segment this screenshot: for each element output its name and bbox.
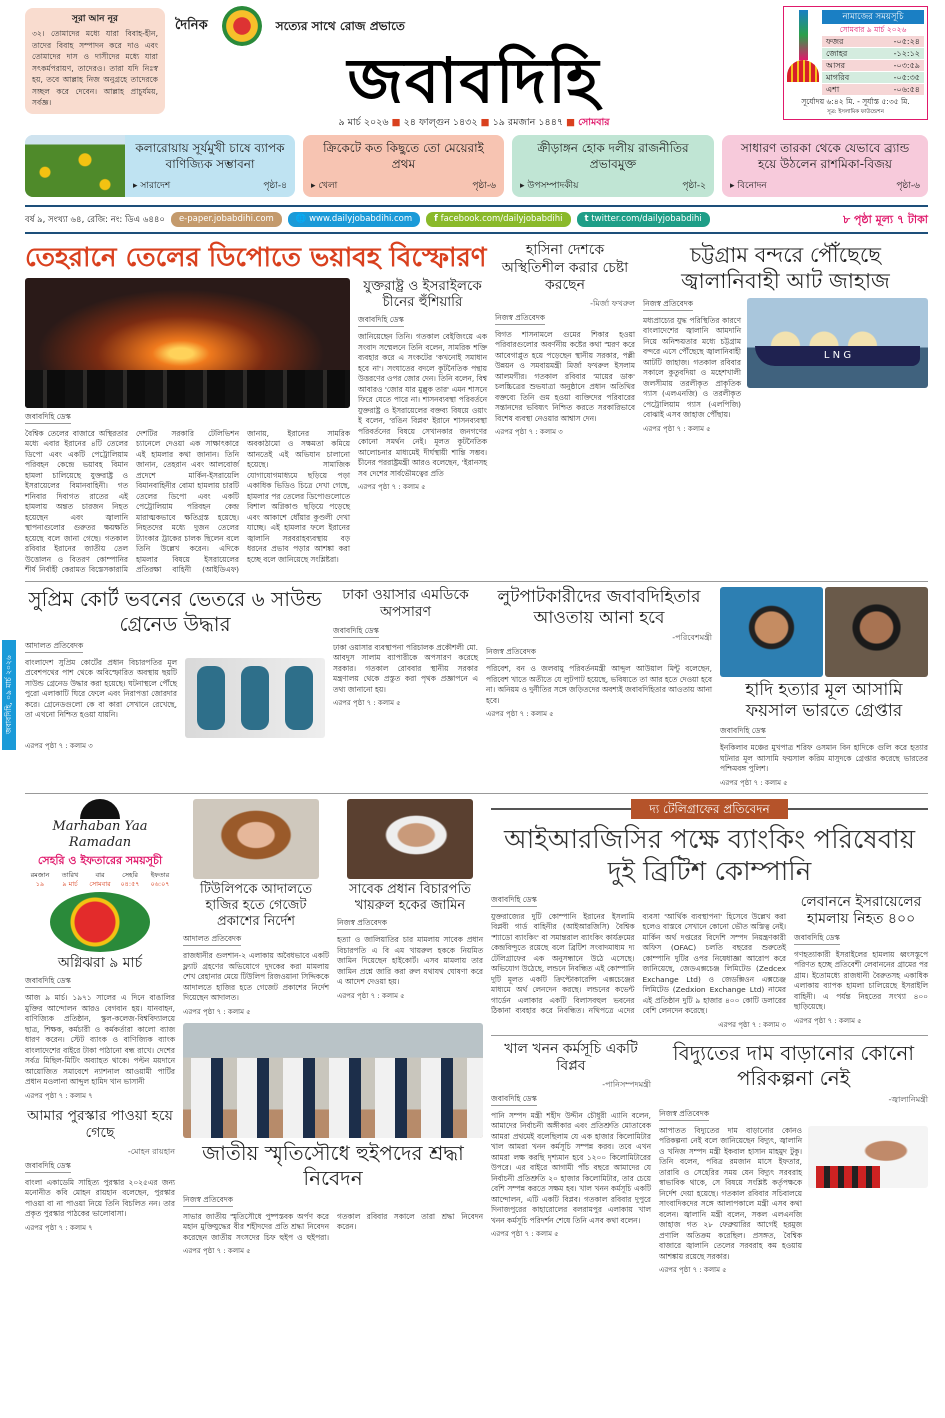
price: ৮ পৃষ্ঠা মূল্য ৭ টাকা bbox=[843, 212, 928, 226]
story-body: আপাতত বিদ্যুতের দাম বাড়ানোর কোনও পরিকল্পনা নেই বলে জানিয়েছেন বিদ্যুৎ, জ্বালানি ও খনিজ সম্পদ মন্ত্রী ইকবাল হাসান মাহমুদ টুকু। তিনি বলেন, পবিত্র রমজান মাসে ইফতার, তারাবি ও সেহেরির সময় যেন বিদ্যুৎ সরবরাহ স্বাভাবিক থাকে, সে বিষয়ে সংশ্লিষ্ট কর্তৃপক্ষকে নির্দেশ দেয়া হয়েছে। গতকাল রবিবার সচিবালয়ে সাংবাদিকদের সঙ্গে আলাপকালে মন্ত্রী এসব কথা বলেন। জ্বালানি মন্ত্রী বলেন, সকল এলএনজি জাহাজ গত ২৮ ফেব্রুয়ারির আগেই হরমুজ প্রণালি অতিক্রম করেছিল। প্রসঙ্গত, বৈশ্বিক বাজারে জ্বালানি তেলের সরবরাহ কম হওয়ায় আশঙ্কায় রয়েছে সরকার। bbox=[659, 1125, 802, 1261]
china-story bbox=[358, 278, 487, 493]
khairul-headline[interactable]: সাবেক প্রধান বিচারপতি খায়রুল হকের জামিন bbox=[349, 881, 471, 913]
power-headline[interactable]: বিদ্যুতের দাম বাড়ানোর কোনো পরিকল্পনা নেই bbox=[672, 1040, 915, 1090]
prayer-source: সূত্র: ইসলামিক ফাউন্ডেশন bbox=[827, 109, 884, 115]
story-body: জানিয়েছেন তিনি। গতকাল বেইজিংয়ে এক সংবাদ সম্মেলনে তিনি বলেন, সামরিক শক্তি ব্যবহার করে এ সংকটের 'কখনোই সমাধান হবে না'। সংঘাতের বদলে কূটনৈতিক পন্থায় উত্তরণের ওপর জোর দেন। তিনি বলেন, বিশ্ব আবারও 'জোর যার মুল্লুক তার' এমন শাসনে ফিরে যেতে পারে না। শাসনব্যবস্থা পরিবর্তনে যুক্তরাষ্ট্র ও ইসরায়েলের বক্তব্য বিষয়ে ওয়াং ই বলেন, 'রঙিন বিপ্লব' ইরানে শাসনব্যবস্থা পরিবর্তনের বিষয়ে সেখানকার জনগণের কোনো সমর্থন নেই। মূলত কূটনৈতিক আলোচনার মাধ্যমেই দীর্ঘস্থায়ী শান্তি সম্ভব। চীনের পররাষ্ট্রমন্ত্রী আরও বলেছেন, 'ইরানসহ সব দেশের সার্বভৌমত্বের প্রতি bbox=[358, 332, 487, 478]
side-date-strip: জবাবদিহি, ০৯ মার্চ ২০২৬ bbox=[2, 640, 16, 750]
byline: জবাবদিহি ডেস্ক bbox=[333, 625, 379, 638]
teaser-cricket[interactable] bbox=[303, 135, 504, 197]
teaser-rashmika[interactable] bbox=[722, 135, 928, 197]
continued-label: এরপর পৃষ্ঠা ৭ : কলাম ৫ bbox=[358, 483, 426, 492]
ramadan-logo bbox=[25, 799, 175, 851]
continued-label: এরপর পৃষ্ঠা ৭ : কলাম ৫ bbox=[720, 778, 788, 787]
continued-label: এরপর পৃষ্ঠা ৭ : কলাম ৭ bbox=[25, 1223, 93, 1232]
story-body: বিগত শাসনামলে গুমের শিকার হওয়া পরিবারগুলোর অবর্ণনীয় কষ্টের কথা স্মরণ করে আবেগাপ্লুত হয়ে পড়েছেন স্থানীয় সরকার, পল্লী উন্নয়ন ও সমবায়মন্ত্রী মির্জা ফখরুল ইসলাম আলমগীর। গতকাল রবিবার 'মায়ের ডাক' চলচ্চিত্রের শুভযাত্রা অনুষ্ঠানে প্রধান অতিথির বক্তব্যে তিনি গুম হওয়া ব্যক্তিদের পরিবারের সন্তানদের ভবিষ্যৎ নিশ্চিত করতে সরকারিভাবে বিশেষ ব্যবস্থা নেওয়ার আশ্বাস দেন। bbox=[495, 329, 635, 423]
wasa-headline[interactable]: ঢাকা ওয়াসার এমডিকে অপসারণ bbox=[342, 586, 469, 620]
sunrise-sunset: সূর্যোদয় ৬:৪২ মি. - সূর্যাস্ত ৫:৩৫ মি. bbox=[801, 97, 910, 106]
teaser-title: সাধারণ তারকা থেকে যেভাবে ব্র্যান্ড হয়ে উঠলেন রাশমিকা-বিজয় bbox=[740, 141, 910, 171]
ramadan-schedule: রমজান তারিখ বার সেহরি ইফতার ১৯ ৯ মার্চ সোমবার ০৪:৫৭ ০৬:০৭ bbox=[30, 870, 170, 888]
continued-label: এরপর পৃষ্ঠা ৭ : কলাম ৫ bbox=[491, 1230, 559, 1238]
byline: জবাবদিহি ডেস্ক bbox=[491, 894, 537, 907]
teaser-page: পৃষ্ঠা-৬ bbox=[896, 181, 920, 191]
hadi-story bbox=[720, 587, 928, 788]
lebanon-story bbox=[794, 894, 928, 1026]
tehran-story bbox=[25, 278, 350, 576]
telegraph-kicker-band bbox=[491, 799, 928, 819]
memorial-photo bbox=[183, 1023, 483, 1138]
lng-ship-photo bbox=[747, 298, 928, 388]
teaser-section: ▸ বিনোদন bbox=[730, 181, 767, 191]
award-story bbox=[25, 1108, 175, 1233]
continued-label: এরপর পৃষ্ঠা ৭ : কলাম ৫ bbox=[337, 991, 405, 1000]
loot-headline[interactable]: লুটপাটকারীদের জবাবদিহিতার আওতায় আনা হবে bbox=[497, 586, 701, 628]
hadi-headline[interactable]: হাদি হত্যার মূল আসামি ফয়সাল ভারতে গ্রেপ্তার bbox=[745, 679, 903, 721]
telegraph-headline[interactable]: আইআরজিসির পক্ষে ব্যাংকিং পরিষেবায় দুই ব্রিটিশ কোম্পানি bbox=[503, 824, 916, 887]
mosque-dome-icon bbox=[787, 60, 819, 82]
agni-headline[interactable]: অগ্নিঝরা ৯ মার্চ bbox=[57, 954, 143, 971]
teaser-section: ▸ খেলা bbox=[311, 181, 338, 191]
hasina-story bbox=[495, 242, 635, 437]
info-rule bbox=[25, 232, 928, 234]
tulip-story bbox=[183, 799, 329, 1017]
byline: জবাবদিহি ডেস্ক bbox=[25, 1160, 71, 1173]
masthead-prefix: দৈনিক bbox=[175, 18, 208, 33]
date-english: ৯ মার্চ ২০২৬ bbox=[338, 117, 389, 128]
faysal-photo bbox=[825, 587, 928, 677]
teaser-title: কলারোয়ায় সূর্যমুখী চাষে ব্যাপক বাণিজ্যিক সম্ভাবনা bbox=[135, 141, 285, 171]
issue-info: বর্ষ ৯, সংখ্যা ৬৪, রেজি: নং: ডিএ ৬৪৪০ bbox=[25, 214, 165, 225]
continued-label: এরপর পৃষ্ঠা ৭ : কলাম ৫ bbox=[333, 699, 401, 707]
masthead-logo[interactable]: জবাবদিহি bbox=[347, 44, 601, 117]
quran-verse-box bbox=[25, 8, 165, 114]
teaser-title: ক্রিকেটে কত কিছুতে তো মেয়েরাই প্রথম bbox=[323, 141, 484, 171]
website-link[interactable]: 🌐 www.dailyjobabdihi.com bbox=[288, 212, 420, 227]
story-body: আজ ৯ মার্চ। ১৯৭১ সালের এ দিনে বাঙালির মুক্তির আন্দোলন আরও বেগবান হয়। যানবাহন, বাণিজ্যিক প্রতিষ্ঠান, স্কুল-কলেজ-বিশ্ববিদ্যালয়ে ছাত্র, শিক্ষক, কর্মচারী ও কর্মকর্তারা কালো ব্যাজ ধারণ করেন। স্টেট ব্যাংক ও বাণিজ্যিক ব্যাংক বাংলাদেশের বাইরে টাকা পাঠানো বন্ধ রাখে। দেশের সর্বত্র মিছিল-মিটিং অব্যাহত থাকে। পল্টন ময়দানে আয়োজিত সমাবেশে ন্যাশনাল আওয়ামী পার্টির প্রধান মওলানা আব্দুল হামিদ খান ভাসানী bbox=[25, 993, 175, 1086]
story-body: ইনকিলাব মঞ্চের মুখপাত্র শরিফ ওসমান বিন হাদিকে গুলি করে হত্যার ঘটনার মূল আসামি ফয়সাল করিম মাসুদকে গ্রেপ্তার করেছে ভারতের পশ্চিমবঙ্গ পুলিশ। bbox=[720, 743, 928, 773]
ctg-headline[interactable]: চট্টগ্রাম বন্দরে পৌঁছেছে জ্বালানিবাহী আট জাহাজ bbox=[681, 243, 890, 294]
divider bbox=[491, 1035, 928, 1036]
byline: জবাবদিহি ডেস্ক bbox=[25, 975, 71, 988]
canal-story bbox=[491, 1041, 651, 1240]
epaper-link[interactable]: e-paper.jobabdihi.com bbox=[171, 212, 282, 227]
memorial-headline[interactable]: জাতীয় স্মৃতিসৌধে হুইপদের শ্রদ্ধা নিবেদন bbox=[202, 1140, 464, 1190]
memorial-story bbox=[183, 1023, 483, 1257]
date-hijri: ১৯ রমজান ১৪৪৭ bbox=[492, 117, 564, 128]
byline: নিজস্ব প্রতিবেদক bbox=[337, 917, 387, 930]
story-body: পরিবেশ, বন ও জলবায়ু পরিবর্তনমন্ত্রী আব্দুল আউয়াল মিন্টু বলেছেন, পরিবেশ খাতে অতীতে যে লুটপাট হয়েছে, ভবিষ্যতে তা আর হতে দেওয়া হবে না। অনিয়ম ও দুর্নীতির সঙ্গে জড়িতদের অবশ্যই জবাবদিহিতার আওতায় আনা হবে। bbox=[486, 664, 712, 705]
lebanon-headline[interactable]: লেবাননে ইসরায়েলের হামলায় নিহত ৪০০ bbox=[800, 893, 922, 927]
quran-title: সূরা আন নূর bbox=[72, 14, 118, 24]
teaser-section: ▸ উপসম্পাদকীয় bbox=[520, 181, 579, 191]
continued-label: এরপর পৃষ্ঠা ৭ : কলাম ৩ bbox=[25, 741, 93, 750]
prayer-row-maghrib: মাগরিব -০৫:৩৫ bbox=[822, 72, 924, 83]
power-story bbox=[659, 1041, 928, 1276]
story-body: ঢাকা ওয়াসার ব্যবস্থাপনা পরিচালক প্রকৌশলী মো. আবদুস সালাম ব্যাপারীকে অপসারণ করেছে সরকার। গতকাল রোববার স্থানীয় সরকার মন্ত্রণালয় থেকে প্রস্তুত করা পৃথক প্রজ্ঞাপনে এ তথ্য জানানো হয়। bbox=[333, 642, 478, 694]
divider bbox=[25, 581, 928, 582]
story-body: মধ্যপ্রাচ্যের যুদ্ধ পরিস্থিতির কারণে বাংলাদেশের জ্বালানি আমদানি নিয়ে অনিশ্চয়তার মধ্যে চট্টগ্রাম বন্দরে এসে পৌঁছেছে জ্বালানিবাহী আটটি জাহাজ। গতকাল রবিবার সকালে কুতুবদিয়া ও মহেশখালী জলসীমায় তরলীকৃত প্রাকৃতিক গ্যাস (এলএনজি) ও তরলীকৃত পেট্রোলিয়াম গ্যাস (এলপিজি) বোঝাই এসব জাহাজ পৌঁছায়। bbox=[643, 315, 741, 419]
canal-headline[interactable]: খাল খনন কর্মসূচি একটি বিপ্লব bbox=[504, 1040, 638, 1074]
award-headline[interactable]: আমার পুরস্কার পাওয়া হয়ে গেছে bbox=[27, 1107, 173, 1141]
facebook-icon: f bbox=[434, 214, 438, 224]
prayer-row-isha: এশা -০৬:৫৪ bbox=[822, 84, 924, 95]
story-body: রাজধানীর গুলশান-২ এলাকায় অবৈধভাবে একটি ফ্ল্যাট গ্রহণের অভিযোগে দুদকের করা মামলায় শেখ রেহানার মেয়ে টিউলিপ রিজওয়ানা সিদ্দিককে আদালতে হাজির হতে গেজেট প্রকাশের নির্দেশ দিয়েছেন আদালত। bbox=[183, 951, 329, 1003]
byline: জবাবদিহি ডেস্ক bbox=[794, 932, 840, 945]
prayer-row-fajr: ফজর -০৫:২৪ bbox=[822, 36, 924, 47]
ctg-story bbox=[643, 298, 741, 434]
teaser-page: পৃষ্ঠা-৪ bbox=[263, 181, 287, 191]
grenade-photo bbox=[185, 658, 325, 738]
prayer-row-asr: আসর -০৩:৫৯ bbox=[822, 60, 924, 71]
continued-label: এরপর পৃষ্ঠা ৭ : কলাম ৫ bbox=[794, 1016, 862, 1025]
story-body: বৈশ্বিক তেলের বাজারে অস্থিরতার মধ্যে এবার ইরানের ৪টি তেলের ডিপো এবং একটি পেট্রোলিয়াম পরিবহন কেন্দ্রে ভয়াবহ বিমান হামলা চালিয়েছে যুক্তরাষ্ট্র ও ইসরায়েলের বিমানবাহিনী। গত শনিবার দিবাগত রাতের এই হামলায় অন্তত চারজন নিহত হয়েছেন এবং জ্বালানি স্থাপনাগুলোর গুরুতর ক্ষয়ক্ষতি হয়েছে বলে জানা গেছে। গতকাল রবিবার ইরানের জাতীয় তেল উত্তোলন ও বিতরণ কোম্পানির শীর্ষ নির্বাহী কেরামত বিস্তেসকারামি দেশটির সরকারি টেলিভিশন চ্যানেলে দেওয়া এক সাক্ষাৎকারে এই হামলার কথা জানান। তিনি জানান, তেহরান এবং আলবোর্জ প্রদেশে মার্কিন-ইসরায়েলি বিমানবাহিনীর বোমা হামলায় চারটি তেলের ডিপো এবং একটি পেট্রোলিয়াম পরিবহন কেন্দ্র মারাত্মকভাবে ক্ষতিগ্রস্ত হয়েছে। নিহতদের মধ্যে দুজন তেলের ট্যাংকার ট্রাকের চালক ছিলেন বলে তিনি উল্লেখ করেন। এদিকে হামলার বিষয়ে ইসরায়েলের প্রতিরক্ষা বাহিনী (আইডিএফ) জানায়, ইরানের সামরিক অবকাঠামো ও সক্ষমতা কমিয়ে আনতেই এই অভিযান চালানো হয়েছে। সামাজিক যোগাযোগমাধ্যমে ছড়িয়ে পড়া একাধিক ভিডিও চিত্রে দেখা গেছে, হামলার পর তেলের ডিপোগুলোতে বিশাল অগ্নিকাণ্ড ছড়িয়ে পড়েছে এবং আকাশে ধোঁয়ার কুণ্ডলী দেখা যাচ্ছে। এই হামলার ফলে ইরানের জ্বালানি সরবরাহব্যবস্থায় বড় ধরনের প্রভাব পড়ার আশঙ্কা করা হচ্ছে বলে জানিয়েছে সংশ্লিষ্টরা। bbox=[25, 428, 350, 574]
story-body: সাভার জাতীয় স্মৃতিসৌধে পুষ্পস্তবক অর্পণ করে মহান মুক্তিযুদ্ধের বীর শহীদদের প্রতি শ্রদ্ধা নিবেদন করেছেন জাতীয় সংসদের চিফ হুইপ ও হুইপরা। গতকাল রবিবার সকালে তারা শ্রদ্ধা নিবেদন করেন। bbox=[183, 1211, 483, 1242]
continued-label: এরপর পৃষ্ঠা ৭ : কলাম ৩ bbox=[718, 1020, 786, 1029]
story-body: হত্যা ও জালিয়াতির চার মামলায় সাবেক প্রধান বিচারপতি এ বি এম খায়রুল হককে নিয়মিত জামিন দিয়েছেন হাইকোর্ট। এসব মামলায় তার জামিন প্রশ্নে জারি করা রুল যথাযথ ঘোষণা করে এ আদেশ দেওয়া হয়। bbox=[337, 935, 483, 986]
telegraph-kicker: দ্য টেলিগ্রাফের প্রতিবেদন bbox=[631, 799, 787, 819]
story-body: বাংলাদেশ সুপ্রিম কোর্টের প্রধান বিচারপতির মূল প্রবেশপথের পাশ থেকে অবিস্ফোরিত অবস্থায় ছয়টি সাউন্ড গ্রেনেড উদ্ধার করা হয়েছে। ঘটনাস্থলে পৌঁছে পুরো এলাকাটি ঘিরে ফেলে এবং নিরাপত্তা জোরদার করে। গ্রেনেডগুলো কে বা কারা সেখানে রেখেছে, তা এখনো নিশ্চিত হওয়া যায়নি। bbox=[25, 657, 177, 719]
tulip-photo bbox=[193, 799, 319, 879]
mosque-minaret-icon bbox=[799, 10, 808, 60]
agnijhora-illustration bbox=[50, 892, 150, 952]
continued-label: এরপর পৃষ্ঠা ৭ : কলাম ৫ bbox=[486, 710, 554, 718]
teaser-sunflower[interactable] bbox=[25, 135, 295, 197]
ramadan-logo-text: Marhaban Yaa Ramadan bbox=[52, 818, 148, 850]
twitter-link[interactable]: t twitter.com/dailyjobabdihi bbox=[577, 212, 710, 227]
ship-label: L N G bbox=[755, 346, 920, 366]
teaser-section: ▸ সারাদেশ bbox=[133, 181, 171, 191]
telegraph-story bbox=[491, 894, 786, 1030]
continued-label: এরপর পৃষ্ঠা ৭ : কলাম ৫ bbox=[643, 424, 711, 433]
continued-label: এরপর পৃষ্ঠা ৭ : কলাম ৩ bbox=[495, 428, 563, 436]
prayer-row-zuhr: জোহর -১২:১২ bbox=[822, 48, 924, 59]
court-headline[interactable]: সুপ্রিম কোর্ট ভবনের ভেতরে ৬ সাউন্ড গ্রেনেড উদ্ধার bbox=[28, 586, 322, 636]
byline: নিজস্ব প্রতিবেদক bbox=[183, 1194, 233, 1207]
masthead bbox=[175, 6, 773, 129]
power-quote-attrib: -জ্বালানিমন্ত্রী bbox=[888, 1094, 928, 1104]
tehran-explosion-photo bbox=[25, 278, 350, 408]
date-line: ৯ মার্চ ২০২৬ ■ ২৪ ফাল্গুন ১৪৩২ ■ ১৯ রমজান ১৪৪৭ ■ সোমবার bbox=[338, 117, 610, 128]
byline: নিজস্ব প্রতিবেদক bbox=[659, 1108, 709, 1121]
mosque-dome-icon bbox=[80, 799, 120, 819]
minister-photo bbox=[808, 1126, 928, 1188]
prayer-date: সোমবার ৯ মার্চ ২০২৬ bbox=[839, 25, 907, 34]
canal-quote-attrib: -পানিসম্পদমন্ত্রী bbox=[602, 1079, 651, 1089]
prayer-times-box bbox=[783, 6, 928, 120]
byline: আদালত প্রতিবেদক bbox=[25, 640, 83, 653]
continued-label: এরপর পৃষ্ঠা ৭ : কলাম ৫ bbox=[659, 1266, 727, 1274]
continued-label: এরপর পৃষ্ঠা ৭ : কলাম ৫ bbox=[183, 1007, 251, 1016]
prayer-title: নামাজের সময়সূচি bbox=[822, 10, 924, 24]
agni-story bbox=[25, 955, 175, 1101]
teaser-title: ক্রীড়াঙ্গন হোক দলীয় রাজনীতির প্রভাবমুক্ত bbox=[537, 141, 689, 171]
byline: নিজস্ব প্রতিবেদক bbox=[486, 646, 536, 659]
quran-text: ৩২। তোমাদের মধ্যে যারা বিবাহ-হীন, তাদের বিবাহ সম্পাদন করে দাও এবং তোমাদের দাস ও দাসীদের মধ্যে যারা সৎকর্মপরায়ণ, তাদেরও। তারা যদি নিঃস্ব হয়, তবে আল্লাহ নিজ অনুগ্রহে তাদেরকে সচ্ছল করে দেবেন। আল্লাহ প্রাচুর্যময়, সর্বজ্ঞ। bbox=[32, 29, 158, 107]
twitter-icon: t bbox=[584, 214, 589, 224]
loot-quote-attrib: -পরিবেশমন্ত্রী bbox=[672, 633, 712, 642]
continued-label: এরপর পৃষ্ঠা ৭ : কলাম ৫ bbox=[183, 1247, 251, 1256]
story-body: বাংলা একাডেমি সাহিত্য পুরস্কার ২০২৫এর জন্য মনোনীত কবি মোহন রায়হান বলেছেন, পুরস্কার পাওয়া বা না পাওয়া নিয়ে তিনি বিচলিত নন। তার প্রকৃত পুরস্কার পাঠকের ভালোবাসা। bbox=[25, 1177, 175, 1218]
story-body: গণহত্যাকারী ইসরাইলের হামলায় ধ্বংসস্তূপে পরিণত হচ্ছে প্রতিবেশী লেবাননের গ্রামের পর গ্রাম। ইতোমধ্যে রাজধানী বৈরুতসহ একাধিক এলাকায় ব্যাপক হামলা চালিয়েছে ইসরাইলি বাহিনী। এ পর্যন্ত নিহতের সংখ্যা ৪০০ ছাড়িয়েছে। bbox=[794, 949, 928, 1011]
logo-emblem bbox=[222, 6, 262, 46]
ramadan-title: সেহরি ও ইফতারের সময়সূচী bbox=[37, 853, 163, 867]
byline: জবাবদিহি ডেস্ক bbox=[720, 725, 766, 738]
china-headline[interactable]: যুক্তরাষ্ট্র ও ইসরাইলকে চীনের হুঁশিয়ারি bbox=[363, 277, 482, 311]
teaser-page: পৃষ্ঠা-২ bbox=[682, 181, 706, 191]
weekday: সোমবার bbox=[578, 117, 610, 128]
story-body: যুক্তরাজ্যের দুটি কোম্পানি ইরানের ইসলামি বিপ্লবী গার্ড বাহিনীর (আইআরজিসি) বৈশ্বিক 'শ্যাডো ব্যাংকিং' বা সমান্তরাল ব্যাংকিং কার্যক্রমের কেন্দ্রবিন্দুতে রয়েছে বলে ব্রিটিশ সংবাদমাধ্যম দ্য টেলিগ্রাফের এক অনুসন্ধানে উঠে এসেছে। অভিযোগ উঠেছে, লন্ডনে নিবন্ধিত এই কোম্পানি দুটি মূলত একটি ক্রিপ্টোকারেন্সি এক্সচেঞ্জের মাধ্যমে অর্থ লেনদেন করছে। লন্ডনের কভেন্ট গার্ডেন এলাকার একটি বিলাসবহুল ভবনের ঠিকানা ব্যবহার করে নিবন্ধিত। নথিপত্রে এদের ব্যবসা 'আর্থিক ব্যবস্থাপনা' হিসেবে উল্লেখ করা হলেও বাস্তবে সেখানে কোনো ভৌত অস্তিত্ব নেই। মার্কিন অর্থ দপ্তরের বিদেশি সম্পদ নিয়ন্ত্রণকারী অফিস (OFAC) চলতি বছরের শুরুতেই কোম্পানি দুটির ওপর নিষেধাজ্ঞা আরোপ করে জানিয়েছে, জেডএক্সচেঞ্জ লিমিটেড (Zedcex Exchange Ltd) ও জেডক্সিওন এক্সচেঞ্জ লিমিটেড (Zedxion Exchange Ltd) নামের এই প্রতিষ্ঠান দুটি ৯ হাজার ৪০০ কোটি ডলারের বেশি লেনদেন করেছে। bbox=[491, 911, 786, 1015]
tulip-headline[interactable]: টিউলিপকে আদালতে হাজির হতে গেজেট প্রকাশের নির্দেশ bbox=[199, 881, 313, 929]
byline: জবাবদিহি ডেস্ক bbox=[491, 1093, 537, 1106]
byline: নিজস্ব প্রতিবেদক bbox=[495, 312, 545, 325]
teaser-sports-politics[interactable] bbox=[512, 135, 714, 197]
lead-headline[interactable]: তেহরানে তেলের ডিপোতে ভয়াবহ বিস্ফোরণ bbox=[25, 243, 487, 273]
award-quote-attrib: -মোহন রায়হান bbox=[127, 1146, 175, 1156]
sunflower-photo bbox=[25, 135, 125, 197]
hasina-quote-attrib: -মির্জা ফখরুল bbox=[590, 298, 635, 308]
slogan: সত্যের সাথে রোজ প্রভাতে bbox=[275, 19, 405, 33]
hasina-headline[interactable]: হাসিনা দেশকে অস্থিতিশীল করার চেষ্টা করছেন bbox=[501, 242, 629, 293]
facebook-link[interactable]: f facebook.com/dailyjobabdihi bbox=[426, 212, 570, 227]
court-story bbox=[25, 587, 325, 751]
story-body: পানি সম্পদ মন্ত্রী শহীদ উদ্দীন চৌধুরী এ্যানি বলেন, আমাদের নির্বাচনী অঙ্গীকার এবং প্রতিশ্রুতি মোতাবেক আমরা প্রথমেই বলেছিলাম যে এক হাজার কিলোমিটার খাল আমরা খনন কর্মসূচি সম্পন্ন করব। তবে এখন আমরা লক্ষ করছি দৃশ্যমান হবে ১২০০ কিলোমিটারের উপরে। এর বাইরে আগামী পাঁচ বছরে আমাদের যে নির্বাচনী প্রতিশ্রুতি ২০ হাজার কিলোমিটার, তার চেয়ে বেশি সম্পন্ন করতে সক্ষম হব। খাল খনন কর্মসূচি একটি আন্দোলন, এটি একটি বিপ্লব। গতকাল রবিবার দুপুরে দিনাজপুরের কাহারোলের বলরামপুর এলাকায় খাল খনন কর্মসূচি পরিদর্শন শেষে তিনি এসব কথা বলেন। bbox=[491, 1110, 651, 1225]
hadi-photo bbox=[720, 587, 823, 677]
byline: জবাবদিহি ডেস্ক bbox=[358, 314, 404, 327]
date-bangla: ২৪ ফাল্গুন ১৪৩২ bbox=[403, 117, 478, 128]
wasa-story bbox=[333, 587, 478, 709]
loot-story bbox=[486, 587, 712, 720]
byline: নিজস্ব প্রতিবেদক bbox=[643, 298, 693, 311]
continued-label: এরপর পৃষ্ঠা ৭ : কলাম ৭ bbox=[25, 1091, 93, 1100]
byline: আদালত প্রতিবেদক bbox=[183, 933, 241, 946]
teaser-page: পৃষ্ঠা-৬ bbox=[472, 181, 496, 191]
divider bbox=[25, 793, 928, 794]
khairul-photo bbox=[347, 799, 473, 879]
byline: জবাবদিহি ডেস্ক bbox=[25, 411, 71, 424]
khairul-story bbox=[337, 799, 483, 1001]
